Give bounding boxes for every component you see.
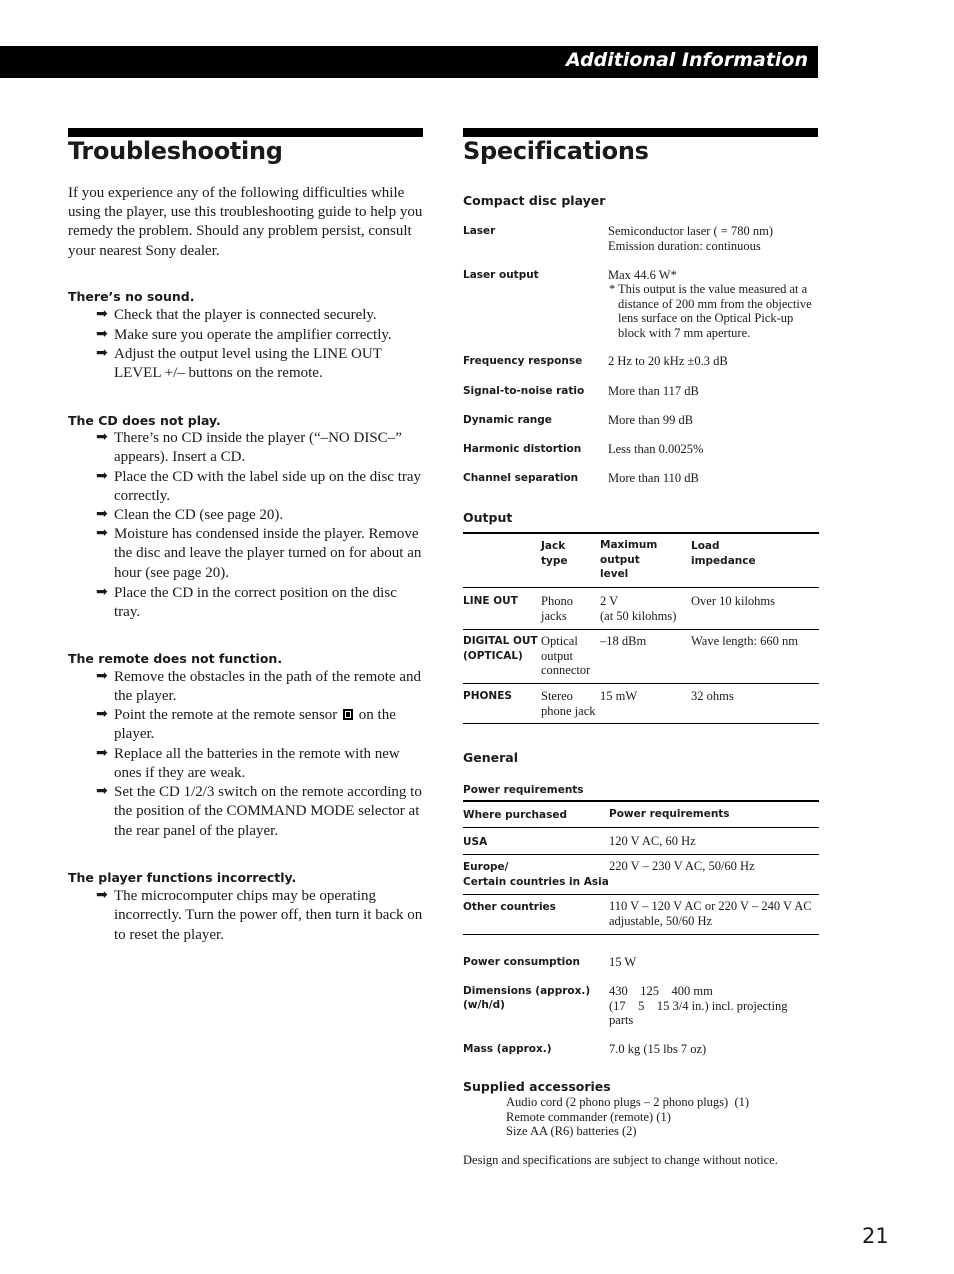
troubleshooting-title-rule bbox=[68, 128, 423, 137]
power-value-usa: 120 V AC, 60 Hz bbox=[609, 834, 696, 848]
list-item-text: Remove the obstacles in the path of the remote and the player. bbox=[114, 669, 421, 705]
output-cell-load: Over 10 kilohms bbox=[691, 594, 776, 608]
output-row-label-phones: PHONES bbox=[463, 690, 512, 702]
list-item-text: Place the CD in the correct position on the disc tray. bbox=[114, 585, 397, 621]
troubleshooting-title: Troubleshooting bbox=[68, 137, 283, 165]
spec-label-dimensions: Dimensions (approx.) (w/h/d) bbox=[463, 985, 591, 1011]
list-item-text: Set the CD 1/2/3 switch on the remote according to the position of the COMMAND MODE selector at the rear panel of the player. bbox=[114, 784, 422, 839]
section-title: Additional Information bbox=[565, 49, 808, 71]
list-item-text: Place the CD with the label side up on the disc tray correctly. bbox=[114, 469, 422, 505]
list-item bbox=[96, 345, 426, 384]
output-heading: Output bbox=[463, 510, 513, 525]
spec-label-frequency-response: Frequency response bbox=[463, 355, 583, 367]
spec-label-laser: Laser bbox=[463, 225, 496, 237]
list-item bbox=[96, 745, 426, 784]
spec-value-power-consumption: 15 W bbox=[609, 955, 637, 969]
list-item-text: Make sure you operate the amplifier correctly. bbox=[114, 327, 392, 343]
output-cell-jack: Stereo phone jack bbox=[541, 689, 596, 718]
remote-sensor-icon bbox=[343, 709, 353, 720]
output-cell-level: 15 mW bbox=[600, 689, 638, 703]
spec-value-laser: Semiconductor laser ( = 780 nm) Emission duration: continuous bbox=[608, 224, 773, 253]
power-requirements-label: Power requirements bbox=[463, 784, 584, 796]
arrow-right-icon: ➡ bbox=[96, 525, 108, 541]
list-item-text: Check that the player is connected securely. bbox=[114, 307, 377, 323]
spec-label-mass: Mass (approx.) bbox=[463, 1043, 552, 1055]
spec-label-harmonic-distortion: Harmonic distortion bbox=[463, 443, 582, 455]
output-table-top-rule bbox=[463, 532, 819, 534]
output-table-rule bbox=[463, 587, 819, 588]
specifications-title-rule bbox=[463, 128, 818, 137]
spec-value-dynamic-range: More than 99 dB bbox=[608, 413, 694, 427]
list-item bbox=[96, 706, 426, 745]
output-col-jack-type: Jack type bbox=[541, 540, 568, 567]
list-item bbox=[96, 887, 426, 945]
list-item-text: Point the remote at the remote sensor bbox=[114, 707, 338, 723]
list-item-text: Replace all the batteries in the remote with new ones if they are weak. bbox=[114, 746, 400, 782]
problem-heading-remote-not-function: The remote does not function. bbox=[68, 651, 283, 666]
spec-label-power-consumption: Power consumption bbox=[463, 956, 580, 968]
arrow-right-icon: ➡ bbox=[96, 468, 108, 484]
change-notice: Design and specifications are subject to change without notice. bbox=[463, 1153, 778, 1167]
arrow-right-icon: ➡ bbox=[96, 584, 108, 600]
arrow-right-icon: ➡ bbox=[96, 326, 108, 342]
output-table-rule bbox=[463, 629, 819, 630]
arrow-right-icon: ➡ bbox=[96, 745, 108, 761]
laser-output-footnote bbox=[608, 282, 820, 340]
power-table-top-rule bbox=[463, 800, 819, 802]
power-table-rule bbox=[463, 854, 819, 855]
problem-heading-player-incorrect: The player functions incorrectly. bbox=[68, 870, 297, 885]
power-table-bottom-rule bbox=[463, 934, 819, 935]
footnote-mark: * bbox=[609, 282, 616, 296]
spec-value-laser-output: Max 44.6 W* bbox=[608, 268, 677, 282]
page-number: 21 bbox=[862, 1224, 889, 1248]
list-item bbox=[96, 506, 426, 525]
supplied-accessories-heading: Supplied accessories bbox=[463, 1079, 611, 1094]
power-row-usa: USA bbox=[463, 836, 488, 848]
power-value-europe-asia: 220 V – 230 V AC, 50/60 Hz bbox=[609, 859, 755, 873]
list-item: Audio cord (2 phono plugs – 2 phono plugs) (1) bbox=[506, 1095, 750, 1109]
list-item bbox=[96, 326, 426, 345]
output-cell-level: –18 dBm bbox=[600, 634, 647, 648]
list-item bbox=[96, 525, 426, 583]
section-header-bar bbox=[0, 46, 818, 78]
arrow-right-icon: ➡ bbox=[96, 668, 108, 684]
power-value-other-countries: 110 V – 120 V AC or 220 V – 240 V AC adjustable, 50/60 Hz bbox=[609, 899, 812, 928]
spec-value-dimensions: 430 125 400 mm (17 5 15 3/4 in.) incl. projecting parts bbox=[609, 984, 788, 1027]
spec-label-snr: Signal-to-noise ratio bbox=[463, 385, 585, 397]
spec-value-snr: More than 117 dB bbox=[608, 384, 699, 398]
spec-value-mass: 7.0 kg (15 lbs 7 oz) bbox=[609, 1042, 707, 1056]
list-item bbox=[96, 584, 426, 623]
output-cell-load: Wave length: 660 nm bbox=[691, 634, 798, 648]
power-table-rule bbox=[463, 827, 819, 828]
arrow-right-icon: ➡ bbox=[96, 506, 108, 522]
footnote-text: This output is the value measured at a distance of 200 mm from the objective lens surface on the Optical Pick-up block with 7 mm aperture. bbox=[618, 282, 812, 340]
output-table-rule bbox=[463, 683, 819, 684]
output-col-load-impedance: Load impedance bbox=[691, 540, 756, 567]
list-item bbox=[96, 429, 426, 468]
spec-label-dynamic-range: Dynamic range bbox=[463, 414, 552, 426]
list-item-text: Moisture has condensed inside the player. Remove the disc and leave the player turned on for about an hour (see page 20). bbox=[114, 526, 422, 581]
list-item: Remote commander (remote) (1) bbox=[506, 1109, 671, 1124]
power-col-where: Where purchased bbox=[463, 809, 567, 821]
power-row-europe-asia: Europe/ Certain countries in Asia bbox=[463, 861, 609, 888]
power-table-rule bbox=[463, 894, 819, 895]
general-heading: General bbox=[463, 750, 518, 765]
output-cell-jack: Phono jacks bbox=[541, 594, 573, 623]
supplied-accessories-list bbox=[506, 1095, 749, 1139]
spec-label-laser-output: Laser output bbox=[463, 269, 539, 281]
output-col-max-level: Maximum output level bbox=[600, 539, 658, 580]
power-col-requirements: Power requirements bbox=[609, 808, 730, 820]
list-item: Size AA (R6) batteries (2) bbox=[506, 1124, 637, 1138]
spec-label-channel-separation: Channel separation bbox=[463, 472, 579, 484]
list-item-text: There’s no CD inside the player (“–NO DISC–” appears). Insert a CD. bbox=[114, 430, 402, 466]
spec-value-channel-separation: More than 110 dB bbox=[608, 471, 699, 485]
arrow-right-icon: ➡ bbox=[96, 783, 108, 799]
output-row-label-digital-out: DIGITAL OUT (OPTICAL) bbox=[463, 635, 538, 662]
output-row-label-line-out: LINE OUT bbox=[463, 595, 518, 607]
arrow-right-icon: ➡ bbox=[96, 345, 108, 361]
specifications-title: Specifications bbox=[463, 137, 649, 165]
spec-value-harmonic-distortion: Less than 0.0025% bbox=[608, 442, 704, 456]
list-item bbox=[96, 668, 426, 707]
power-row-other-countries: Other countries bbox=[463, 901, 556, 913]
list-item bbox=[96, 783, 426, 841]
arrow-right-icon: ➡ bbox=[96, 887, 108, 903]
list-item bbox=[96, 306, 426, 325]
arrow-right-icon: ➡ bbox=[96, 429, 108, 445]
list-item-text: The microcomputer chips may be operating incorrectly. Turn the power off, then turn it back on to reset the player. bbox=[114, 888, 423, 943]
list-item bbox=[96, 468, 426, 507]
arrow-right-icon: ➡ bbox=[96, 706, 108, 722]
list-item-text: Clean the CD (see page 20). bbox=[114, 507, 284, 523]
output-cell-jack: Optical output connector bbox=[541, 634, 591, 677]
troubleshooting-intro: If you experience any of the following difficulties while using the player, use this troubleshooting guide to help you remedy the problem. Should any problem persist, consult your nearest Sony dealer. bbox=[68, 185, 423, 259]
output-cell-load: 32 ohms bbox=[691, 689, 734, 703]
list-item-text: on the player. bbox=[114, 707, 396, 743]
output-cell-level: 2 V (at 50 kilohms) bbox=[600, 594, 677, 623]
spec-value-frequency-response: 2 Hz to 20 kHz ±0.3 dB bbox=[608, 354, 728, 368]
list-item-text: Adjust the output level using the LINE OUT LEVEL +/– buttons on the remote. bbox=[114, 346, 382, 382]
problem-heading-cd-not-play: The CD does not play. bbox=[68, 413, 221, 428]
arrow-right-icon: ➡ bbox=[96, 306, 108, 322]
problem-heading-no-sound: There’s no sound. bbox=[68, 289, 195, 304]
output-table-bottom-rule bbox=[463, 723, 819, 724]
compact-disc-player-heading: Compact disc player bbox=[463, 193, 606, 208]
